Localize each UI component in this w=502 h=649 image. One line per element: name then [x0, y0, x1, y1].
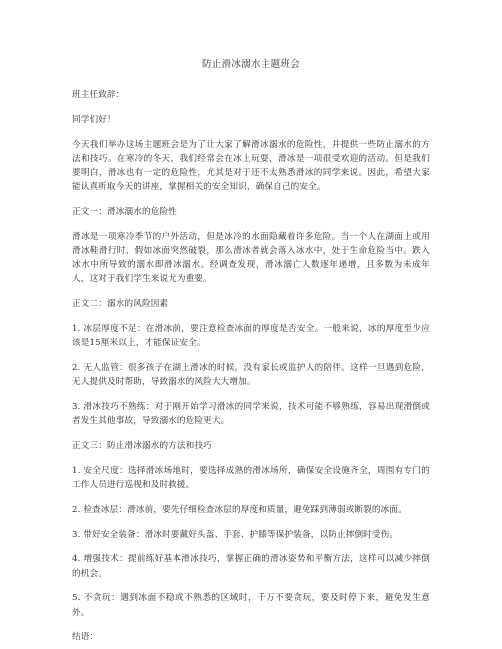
section-three-heading: 正文三：防止滑冰溺水的方法和技巧	[72, 441, 212, 451]
method-item-2: 2. 检查冰层：滑冰前，要先仔细检查冰层的厚度和质量，避免踩到薄弱或断裂的冰面。	[72, 504, 407, 515]
salutation: 同学们好！	[72, 114, 116, 125]
section-two-heading: 正文二：溺水的风险因素	[72, 299, 169, 310]
risk-item-2: 2. 无人监管：很多孩子在湖上滑冰的时候，没有家长或监护人的陪伴。这样一旦遇到危险，无人提供及时帮助，导致溺水的风险大大增加。	[72, 363, 430, 388]
method-item-5: 5. 不贪玩：遇到冰面不稳或不熟悉的区域时，千万不要贪玩，要及时停下来，避免发生意外。	[72, 593, 430, 618]
method-item-4: 4. 增强技术：提前练好基本滑冰技巧，掌握正确的滑冰姿势和平衡方法，这样可以减少摔倒的机会。	[72, 554, 430, 579]
conclusion-heading: 结语：	[72, 632, 99, 643]
greeting-heading: 班主任致辞：	[72, 90, 125, 100]
section-one-heading: 正文一：滑冰溺水的危险性	[72, 207, 177, 217]
risk-item-3: 3. 滑冰技巧不熟练：对于刚开始学习滑冰的同学来说，技术可能不够熟练，容易出现滑倒或者发生其他事故，导致溺水的危险更大。	[72, 402, 430, 427]
method-item-3: 3. 带好安全装备：滑冰时要戴好头盔、手套、护膝等保护装备，以防止摔倒时受伤。	[72, 529, 399, 540]
section-one-paragraph: 滑冰是一项寒冷季节的户外活动，但是冰冷的水面隐藏着许多危险。当一个人在湖面上或用滑冰鞋滑行时，假如冰面突然破裂，那么滑冰者就会落入冰水中，处于生命危险当中。跌入冰水中所导致的溺水即滑冰溺水。经调查发现，滑冰溺亡人数逐年递增，且多数为未成年人，这对于我们学生来说尤为重要。	[72, 231, 430, 285]
intro-paragraph: 今天我们举办这场主题班会是为了让大家了解滑冰溺水的危险性，并提供一些防止溺水的方法和技巧。在寒冷的冬天，我们经常会在冰上玩耍，滑冰是一项很受欢迎的活动。但是我们要明白，滑冰也有一定的危险性，尤其是对于还不太熟悉滑冰的同学来说。因此，希望大家能认真听取今天的讲座，掌握相关的安全知识，确保自己的安全。	[72, 139, 430, 193]
method-item-1: 1. 安全尺度：选择滑冰场地时，要选择成熟的滑冰场所，确保安全设施齐全，周围有专门的工作人员进行巡视和及时救援。	[72, 465, 430, 490]
risk-item-1: 1. 冰层厚度不足：在滑冰前，要注意检查冰面的厚度是否安全。一般来说，冰的厚度至少应该是15厘米以上，才能保证安全。	[72, 324, 430, 349]
document-title: 防止滑冰溺水主题班会	[201, 59, 300, 70]
